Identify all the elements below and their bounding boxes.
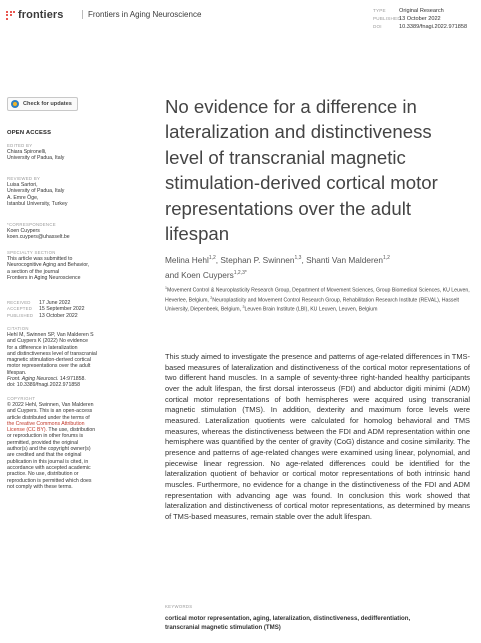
citation-doi[interactable]: doi: 10.3389/fnagi.2022.971858 (7, 382, 80, 389)
received-date: 17 June 2022 (39, 300, 71, 306)
edited-by-label: EDITED BY (7, 143, 33, 148)
reviewer-line: Luisa Sartori, (7, 182, 38, 188)
specialty-line: Neurocognitive Aging and Behavior, (7, 262, 90, 269)
correspondent-email[interactable]: koen.cuypers@uhasselt.be (7, 234, 70, 241)
affiliation-text: Leuven Brain Institute (LBI), KU Leuven, Leuven, Belgium (244, 307, 378, 314)
reviewer-line: Istanbul University, Turkey (7, 200, 68, 207)
check-for-updates-button[interactable] (7, 97, 78, 111)
frontiers-logo[interactable] (6, 9, 64, 21)
citation-journal: Front. Aging Neurosci. (7, 376, 59, 383)
affil-sup: 1 (165, 286, 167, 290)
keywords-line: transcranial magnetic stimulation (TMS) (165, 624, 281, 631)
copyright-line: publication in this journal is cited, in (7, 458, 89, 465)
author-affil-sup: 1,3 (294, 255, 302, 261)
reviewer-line: University of Padua, Italy (7, 188, 65, 195)
copyright-line: permitted, provided the original (7, 439, 79, 446)
author-affil-sup: 1,2 (382, 255, 390, 261)
meta-doi-label: DOI (373, 24, 382, 30)
meta-type-value: Original Research (399, 8, 444, 14)
keywords-list (165, 614, 470, 632)
reviewer-line: A. Emre Öge, (7, 194, 39, 201)
author-separator: , (301, 254, 307, 265)
citation-section (7, 326, 119, 389)
citation-line: motor representations over the adult (7, 363, 91, 370)
check-updates-label: Check for updates (23, 101, 72, 107)
copyright-line: © 2022 Hehl, Swinnen, Van Malderen (7, 402, 94, 408)
accepted-date: 15 September 2022 (39, 306, 85, 313)
copyright-line: reproduction is permitted which does (7, 477, 92, 484)
citation-line: and Cuypers K (2022) No evidence (7, 338, 89, 345)
meta-type-label: TYPE (373, 8, 386, 13)
accepted-label: ACCEPTED (7, 306, 32, 312)
author-name[interactable]: and Koen Cuypers (165, 270, 234, 281)
affiliations (165, 285, 470, 314)
abstract-text: This study aimed to investigate the presence and patterns of age-related differences in TMS-based measures of lateralization and distinctiveness of the cortical motor representations of two different hand muscles. In a sample of seventy-three right-handed healthy participants over the adult lifespan, the first dorsal interosseus (FDI) and abductor digiti minimi (ADM) cortical motor representations of both hemispheres were acquired using transcranial magnetic stimulation (TMS). In addition, dexterity and maximum force levels were measured. Lateralization quotients were calculated for homolog behavioral and TMS measures, whereas the distinctiveness between the FDI and ADM representation within one hemisphere was quantified by the center of gravity (CoG) distance and cosine similarity. The presence and patterns of age-related changes were examined using linear, polynomial, and piecewise linear regression. No age-related differences could be identified for the lateralization quotient of behavior or cortical motor representations of both intrinsic hand muscles. Furthermore, no evidence for a change in the distinctiveness of the FDI and ADM representation with advancing age was found. In conclusion this work showed that lateralization and distinctiveness of cortical motor representations, as determined by means of TMS-based measures, remain stable over the adult lifespan. (165, 352, 470, 521)
brand-name: frontiers (18, 9, 64, 21)
meta-published-value: 13 October 2022 (399, 16, 441, 23)
published-date: 13 October 2022 (39, 312, 78, 319)
reviewed-by-section (7, 176, 119, 207)
correspondence-section (7, 222, 119, 241)
published-label: PUBLISHED (7, 312, 34, 318)
reviewed-by-label: REVIEWED BY (7, 176, 41, 181)
author-affil-sup: 1,2 (208, 255, 216, 261)
citation-line: for a difference in lateralization (7, 344, 78, 351)
copyright-line: not comply with these terms. (7, 483, 73, 490)
citation-line: Hehl M, Swinnen SP, Van Malderen S (7, 332, 94, 338)
copyright-line: accordance with accepted academic (7, 464, 91, 471)
license-link[interactable]: the Creative Commons Attribution (7, 420, 85, 427)
author-name[interactable]: Melina Hehl (165, 254, 209, 265)
specialty-label: SPECIALTY SECTION (7, 250, 56, 255)
dates-section (7, 300, 119, 319)
affiliation-text: Movement Control & Neuroplasticity Research Group, Department of Movement Sciences, Group Biomedical Sciences, KU Leuven, Heverlee, Belgium, (165, 287, 470, 304)
copyright-line: The use, distribution (47, 427, 96, 434)
correspondence-label: *CORRESPONDENCE (7, 222, 56, 227)
author-name[interactable]: Stephan P. Swinnen (220, 254, 295, 265)
keywords-label: KEYWORDS (165, 604, 193, 609)
citation-line: lifespan. (7, 369, 27, 376)
journal-name[interactable]: Frontiers in Aging Neuroscience (82, 10, 201, 19)
license-link[interactable]: License (CC BY). (7, 427, 48, 434)
citation-line: magnetic stimulation-derived cortical (7, 357, 91, 364)
affil-sup: 2 (210, 295, 213, 300)
copyright-line: are credited and that the original (7, 452, 82, 459)
specialty-line: a section of the journal (7, 268, 60, 275)
copyright-line: or reproduction in other forums is (7, 433, 84, 440)
open-access-label: OPEN ACCESS (7, 130, 52, 136)
copyright-label: COPYRIGHT (7, 396, 36, 401)
edited-by-section (7, 143, 119, 162)
meta-published-label: PUBLISHED (373, 16, 401, 22)
keywords-line: cortical motor representation, aging, lateralization, distinctiveness, dedifferentiation, (165, 615, 411, 622)
author-name[interactable]: Shanti Van Malderen (306, 254, 383, 265)
citation-volume: 14:971858. (58, 376, 86, 383)
affil-sup: 3 (242, 305, 245, 310)
affiliation-text: Neuroplasticity and Movement Control Research Group, Rehabilitation Research Institute (REVAL), Hasselt University, Diepenbeek, Belgium, (165, 297, 459, 314)
citation-label: CITATION (7, 326, 29, 331)
author-separator: , (215, 254, 221, 265)
copyright-section (7, 396, 119, 490)
received-label: RECEIVED (7, 300, 31, 305)
specialty-section (7, 250, 119, 281)
specialty-line: Frontiers in Aging Neuroscience (7, 274, 81, 281)
copyright-line: article distributed under the terms of (7, 414, 90, 421)
article-title: No evidence for a difference in lateralization and distinctiveness level of transcranial magnetic stimulation-derived cortical motor representations over the adult lifespan (165, 96, 438, 245)
meta-doi-value[interactable]: 10.3389/fnagi.2022.971858 (399, 24, 468, 31)
specialty-line: This article was submitted to (7, 256, 73, 262)
copyright-line: author(s) and the copyright owner(s) (7, 446, 91, 453)
editor-line: Chiara Spironelli, (7, 149, 47, 155)
check-updates-icon (11, 100, 19, 108)
author-list (165, 252, 470, 283)
copyright-line: practice. No use, distribution or (7, 471, 79, 478)
editor-line: University of Padua, Italy (7, 155, 65, 162)
citation-line: and distinctiveness level of transcranial (7, 350, 97, 357)
author-affil-sup: 1,2,3* (233, 270, 247, 277)
article-meta (373, 7, 467, 32)
copyright-line: and Cuypers. This is an open-access (7, 408, 93, 415)
frontiers-logo-icon (6, 11, 15, 20)
correspondent-name: Koen Cuypers (7, 228, 40, 234)
